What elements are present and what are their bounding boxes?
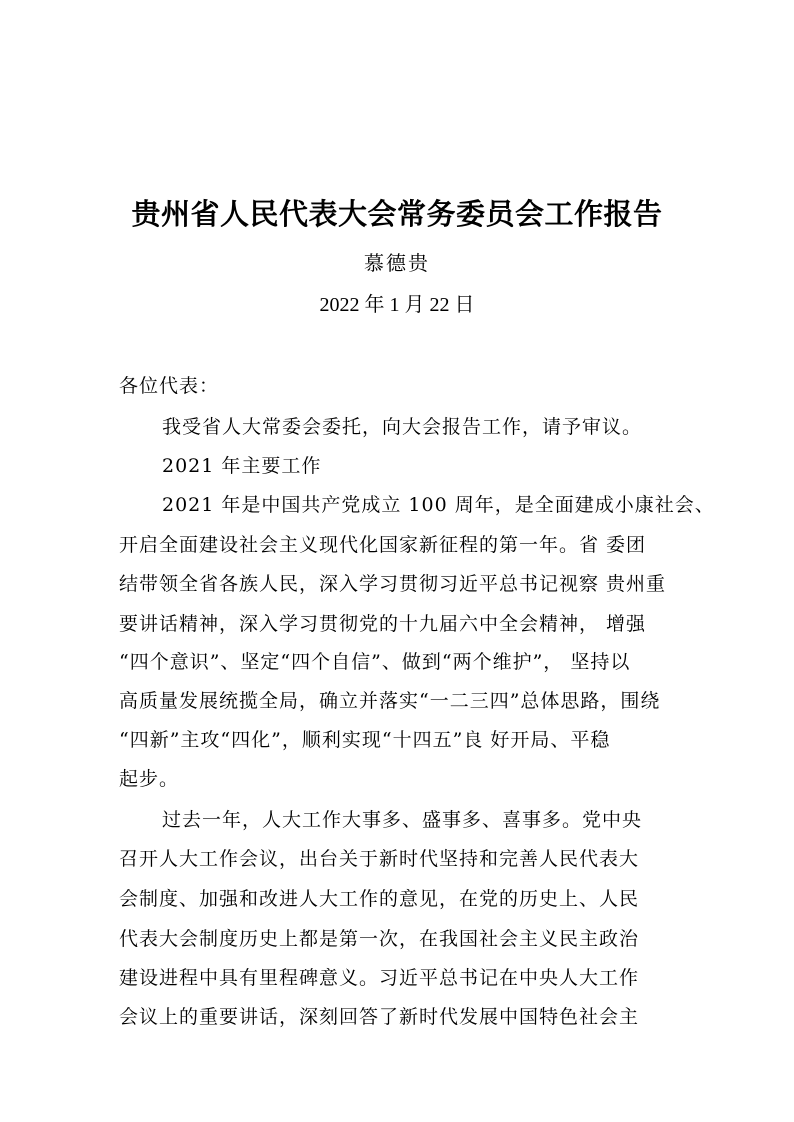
paragraph-line: “四个意识”、坚定“四个自信”、做到“两个维护”， 坚持以 [119,651,631,673]
paragraph-line: 代表大会制度历史上都是第一次，在我国社会主义民主政治 [119,928,640,950]
paragraph-line: 过去一年，人大工作大事多、盛事多、喜事多。党中央 [162,809,643,831]
document-date: 2022 年 1 月 22 日 [319,294,475,316]
document-title: 贵州省人民代表大会常务委员会工作报告 [131,197,663,231]
paragraph-line: 建设进程中具有里程碑意义。习近平总书记在中央人大工作 [119,967,640,989]
paragraph-line: 2021 年是中国共产党成立 100 周年，是全面建成小康社会、 [162,494,715,516]
paragraph-line: “四新”主攻“四化”，顺利实现“十四五”良 好开局、平稳 [119,729,611,751]
paragraph-line: 要讲话精神，深入学习贯彻党的十九届六中全会精神， 增强 [119,613,647,635]
paragraph-line: 高质量发展统揽全局，确立并落实“一二三四”总体思路，围绕 [119,690,661,712]
paragraph-line: 会制度、加强和改进人大工作的意见，在党的历史上、人民 [119,888,640,910]
salutation: 各位代表： [119,375,220,397]
paragraph-line: 起步。 [119,768,180,790]
section-heading: 2021 年主要工作 [162,455,322,477]
paragraph-line: 开启全面建设社会主义现代化国家新征程的第一年。省 委团 [119,534,647,556]
paragraph-line: 召开人大工作会议，出台关于新时代坚持和完善人民代表大 [119,848,640,870]
paragraph-line: 会议上的重要讲话，深刻回答了新时代发展中国特色社会主 [119,1006,640,1028]
paragraph-line: 结带领全省各族人民，深入学习贯彻习近平总书记视察 贵州重 [119,573,667,595]
paragraph-line: 我受省人大常委会委托，向大会报告工作，请予审议。 [162,416,643,438]
document-author: 慕德贵 [364,251,430,275]
